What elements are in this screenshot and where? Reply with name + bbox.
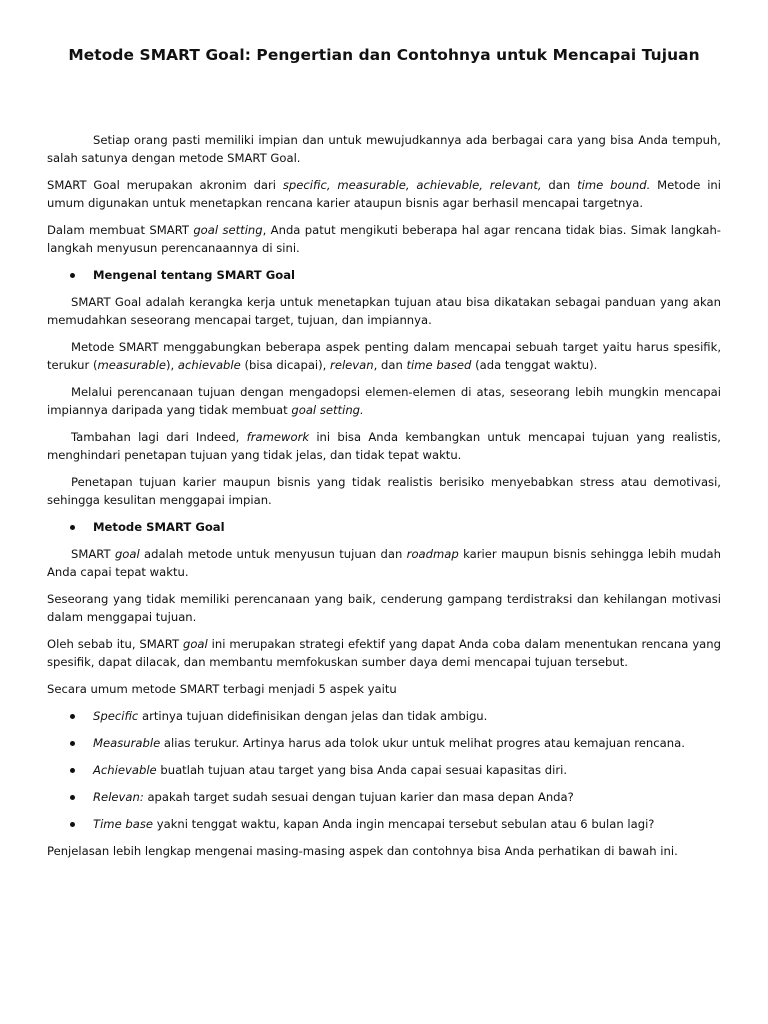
section-heading-mengenal: Mengenal tentang SMART Goal bbox=[47, 266, 721, 284]
paragraph-distracted: Seseorang yang tidak memiliki perencanaan yang baik, cenderung gampang terdistraksi dan kehilangan motivasi dalam menggapai tujuan. bbox=[47, 592, 721, 624]
paragraph-goal-setting: Dalam membuat SMART goal setting, Anda patut mengikuti beberapa hal agar rencana tidak bias. Simak langkah-langkah menyusun perencanaannya di sini. bbox=[47, 223, 721, 255]
paragraph-method: SMART goal adalah metode untuk menyusun tujuan dan roadmap karier maupun bisnis sehingga lebih mudah Anda capai tepat waktu. bbox=[47, 547, 721, 579]
aspect-item-specific: Specific artinya tujuan didefinisikan dengan jelas dan tidak ambigu. bbox=[47, 707, 721, 725]
paragraph-unrealistic: Penetapan tujuan karier maupun bisnis yang tidak realistis berisiko menyebabkan stress atau demotivasi, sehingga kesulitan menggapai impian. bbox=[47, 475, 721, 507]
aspect-item-achievable: Achievable buatlah tujuan atau target yang bisa Anda capai sesuai kapasitas diri. bbox=[47, 761, 721, 779]
bullet-icon bbox=[70, 714, 75, 719]
paragraph-strategy: Oleh sebab itu, SMART goal ini merupakan strategi efektif yang dapat Anda coba dalam menentukan rencana yang spesifik, dapat dilacak, dan membantu memfokuskan sumber daya demi mencapai tujuan tersebut. bbox=[47, 637, 721, 669]
document-title: Metode SMART Goal: Pengertian dan Contohnya untuk Mencapai Tujuan bbox=[68, 46, 700, 64]
paragraph-definition: SMART Goal adalah kerangka kerja untuk menetapkan tujuan atau bisa dikatakan sebagai panduan yang akan memudahkan seseorang mencapai target, tujuan, dan impiannya. bbox=[47, 295, 721, 327]
aspect-item-measurable: Measurable alias terukur. Artinya harus ada tolok ukur untuk melihat progres atau kemajuan rencana. bbox=[47, 734, 721, 752]
paragraph-adoption: Melalui perencanaan tujuan dengan mengadopsi elemen-elemen di atas, seseorang lebih mungkin mencapai impiannya daripada yang tidak membuat goal setting. bbox=[47, 385, 721, 417]
paragraph-five-aspects: Secara umum metode SMART terbagi menjadi 5 aspek yaitu bbox=[47, 682, 397, 696]
bullet-icon bbox=[70, 768, 75, 773]
paragraph-closing: Penjelasan lebih lengkap mengenai masing-masing aspek dan contohnya bisa Anda perhatikan di bawah ini. bbox=[47, 844, 678, 858]
bullet-icon bbox=[70, 273, 75, 278]
paragraph-aspects: Metode SMART menggabungkan beberapa aspek penting dalam mencapai sebuah target yaitu harus spesifik, terukur (measurable), achievable (bisa dicapai), relevan, dan time based (ada tenggat waktu). bbox=[47, 340, 721, 372]
section-heading-metode: Metode SMART Goal bbox=[47, 518, 721, 536]
bullet-icon bbox=[70, 525, 75, 530]
paragraph-indeed: Tambahan lagi dari Indeed, framework ini bisa Anda kembangkan untuk mencapai tujuan yang realistis, menghindari penetapan tujuan yang tidak jelas, dan tidak tepat waktu. bbox=[47, 430, 721, 462]
paragraph-acronym: SMART Goal merupakan akronim dari specific, measurable, achievable, relevant, dan time bound. Metode ini umum digunakan untuk menetapkan rencana karier ataupun bisnis agar berhasil mencapai targetnya. bbox=[47, 178, 722, 210]
bullet-icon bbox=[70, 822, 75, 827]
aspect-item-relevan: Relevan: apakah target sudah sesuai dengan tujuan karier dan masa depan Anda? bbox=[47, 788, 721, 806]
document-body bbox=[47, 131, 721, 869]
bullet-icon bbox=[70, 741, 75, 746]
bullet-icon bbox=[70, 795, 75, 800]
aspect-item-time-base: Time base yakni tenggat waktu, kapan Anda ingin mencapai tersebut sebulan atau 6 bulan lagi? bbox=[47, 815, 721, 833]
paragraph-intro: Setiap orang pasti memiliki impian dan untuk mewujudkannya ada berbagai cara yang bisa Anda tempuh, salah satunya dengan metode SMART Goal. bbox=[47, 133, 721, 165]
